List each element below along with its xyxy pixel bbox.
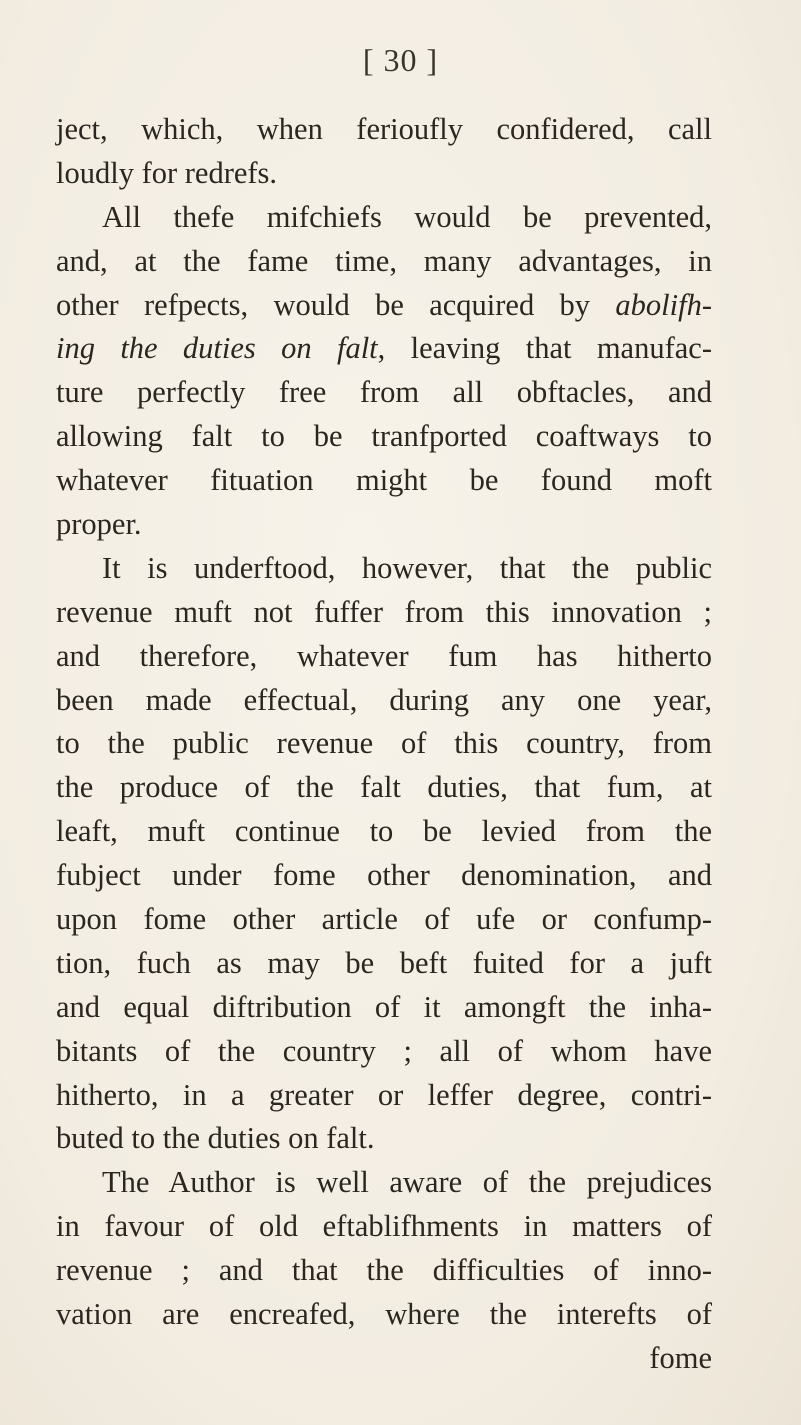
text-line: and equal diftribution of it amongft the inha- [56, 989, 712, 1024]
text-line: All thefe mifchiefs would be prevented, [102, 199, 712, 234]
text-line: tion, fuch as may be beft fuited for a juft [56, 945, 712, 980]
text-line: vation are encreafed, where the interefts of [56, 1297, 712, 1332]
text-segment: other refpects, would be acquired by [56, 287, 616, 322]
text-line: leaft, muft continue to be levied from the [56, 814, 712, 849]
text-line [56, 327, 712, 371]
text-line: and therefore, whatever fum has hitherto [56, 638, 712, 673]
text-line: and, at the fame time, many advantages, in [56, 243, 712, 278]
text-line: The Author is well aware of the prejudices [102, 1165, 712, 1200]
text-line: It is underftood, however, that the public [102, 550, 712, 585]
text-line: the produce of the falt duties, that fum, at [56, 770, 712, 805]
catchword: fome [649, 1340, 712, 1375]
page-body-text [56, 108, 712, 1381]
text-line: loudly for redrefs. [56, 155, 278, 190]
text-line: hitherto, in a greater or leffer degree, contri- [56, 1077, 712, 1112]
text-line: ture perfectly free from all obftacles, and [56, 375, 712, 410]
page-number-header: [ 30 ] [362, 42, 439, 78]
text-line: buted to the duties on falt. [56, 1121, 375, 1156]
text-line: bitants of the country ; all of whom have [56, 1033, 712, 1068]
text-line: whatever fituation might be found moft [56, 463, 712, 498]
text-segment: , leaving that manufac- [377, 331, 712, 366]
text-line: in favour of old eftablifhments in matters of [56, 1209, 712, 1244]
text-line: proper. [56, 507, 142, 542]
italic-text-segment: abolifh- [615, 287, 712, 322]
text-line: been made effectual, during any one year, [56, 682, 712, 717]
text-line: ject, which, when ferioufly confidered, call [56, 112, 712, 146]
text-line: revenue muft not fuffer from this innovation ; [56, 594, 712, 629]
text-line: to the public revenue of this country, from [56, 726, 712, 761]
text-line: revenue ; and that the difficulties of inno- [56, 1253, 712, 1288]
text-line: fubject under fome other denomination, and [56, 858, 712, 893]
text-line [56, 284, 712, 328]
italic-text-segment: ing the duties on falt [56, 331, 378, 366]
text-line: allowing falt to be tranfported coaftways to [56, 419, 712, 454]
text-line: upon fome other article of ufe or confump- [56, 902, 712, 937]
